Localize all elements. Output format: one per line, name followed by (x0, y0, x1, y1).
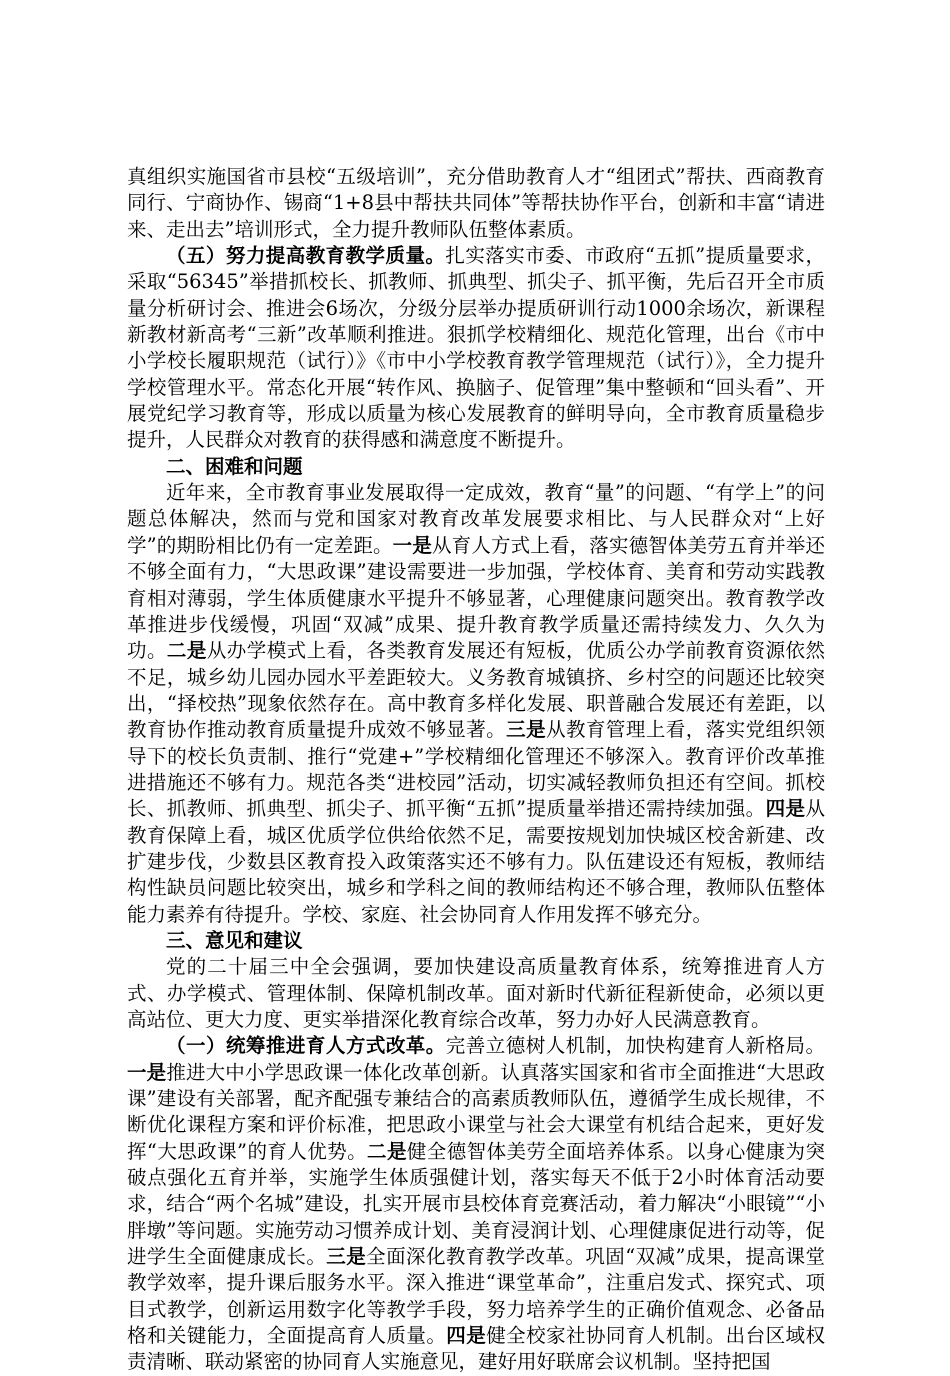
paragraph-text: 从办学模式上看，各类教育发展还有短板，优质公办学前教育资源依然不足，城乡幼儿园办园水平差距较大。义务教育城镇挤、乡村空的问题还比较突出，“择校热”现象依然存在。高中教育多样化发展、职普融合发展还有差距，以教育协作推动教育质量提升成效不够显著。 (127, 639, 825, 742)
heading-opinions-and-suggestions: 三、意见和建议 (166, 928, 303, 952)
point-marker-1: 一是 (127, 1060, 167, 1084)
point-marker-4: 四是 (765, 797, 806, 821)
point-marker-3: 三是 (506, 718, 547, 742)
paragraph-education-reform (127, 1033, 825, 1375)
point-marker-3: 三是 (326, 1245, 367, 1269)
paragraph-text: 真组织实施国省市县校“五级培训”，充分借助教育人才“组团式”帮扶、西商教育同行、宁商协作、锡商“1+8县中帮扶共同体”等帮扶协作平台，创新和丰富“请进来、走出去”培训形式，全力提升教师队伍整体素质。 (127, 165, 825, 241)
heading-difficulties-and-problems: 二、困难和问题 (166, 454, 303, 478)
paragraph-text: 全面深化教育教学改革。巩固“双减”成果，提高课堂教学效率，提升课后服务水平。深入推进“课堂革命”，注重启发式、探究式、项目式教学，创新运用数字化等教学手段，努力培养学生的正确价值观念、必备品格和关键能力，全面提高育人质量。 (127, 1245, 825, 1348)
paragraph-text: 扎实落实市委、市政府“五抓”提质量要求，采取“56345”举措抓校长、抓教师、抓典型、抓尖子、抓平衡，先后召开全市质量分析研讨会、推进会6场次，分级分层举办提质研训行动1000余场次，新课程新教材新高考“三新”改革顺利推进。狠抓学校精细化、规范化管理，出台《市中小学校长履职规范（试行）》《市中小学校教育教学管理规范（试行）》，全力提升学校管理水平。常态化开展“转作风、换脑子、促管理”集中整顿和“回头看”、开展党纪学习教育等，形成以质量为核心发展教育的鲜明导向，全市教育质量稳步提升，人民群众对教育的获得感和满意度不断提升。 (127, 244, 825, 452)
section-title-5: （五）努力提高教育教学质量。 (166, 244, 446, 268)
paragraph-text: 健全德智体美劳全面培养体系。以身心健康为突破点强化五育并举，实施学生体质强健计划，落实每天不低于2小时体育活动要求，结合“两个名城”建设，扎实开展市县校体育竞赛活动，着力解决“小眼镜”“小胖墩”等问题。实施劳动习惯养成计划、美育浸润计划、心理健康促进行动等，促进学生全面健康成长。 (127, 1139, 825, 1269)
point-marker-1: 一是 (392, 533, 432, 557)
paragraph-teacher-training-continued (127, 164, 825, 243)
paragraph-difficulties (127, 480, 825, 928)
paragraph-education-quality (127, 243, 825, 454)
paragraph-text: 完善立德树人机制，加快构建育人新格局。 (445, 1034, 825, 1058)
paragraph-text: 从育人方式上看，落实德智体美劳五育并举还不够全面有力，“大思政课”建设需要进一步加强，学校体育、美育和劳动实践教育相对薄弱，学生体质健康水平提升不够显著，心理健康问题突出。教育教学改革推进步伐缓慢，巩固“双减”成果、提升教育教学质量还需持续发力、久久为功。 (127, 533, 825, 663)
paragraph-text: 从教育保障上看，城区优质学位供给依然不足，需要按规划加快城区校舍新建、改扩建步伐，少数县区教育投入政策落实还不够有力。队伍建设还有短板，教师结构性缺员问题比较突出，城乡和学科之间的教师结构还不够合理，教师队伍整体能力素养有待提升。学校、家庭、社会协同育人作用发挥不够充分。 (127, 797, 825, 926)
paragraph-text: 近年来，全市教育事业发展取得一定成效，教育“量”的问题、“有学上”的问题总体解决，然而与党和国家对教育改革发展要求相比、与人民群众对“上好学”的期盼相比仍有一定差距。 (127, 481, 825, 557)
section-title-1: （一）统筹推进育人方式改革。 (166, 1034, 446, 1058)
paragraph-suggestions-intro (127, 954, 825, 1033)
paragraph-text: 推进大中小学思政课一体化改革创新。认真落实国家和省市全面推进“大思政课”建设有关部署，配齐配强专兼结合的高素质教师队伍，遵循学生成长规律，不断优化课程方案和评价标准，把思政小课堂与社会大课堂有机结合起来，更好发挥“大思政课”的育人优势。 (127, 1060, 825, 1163)
paragraph-text: 党的二十届三中全会强调，要加快建设高质量教育体系，统筹推进育人方式、办学模式、管理体制、保障机制改革。面对新时代新征程新使命，必须以更高站位、更大力度、更实举措深化教育综合改革，努力办好人民满意教育。 (127, 955, 825, 1031)
point-marker-2: 二是 (166, 639, 207, 663)
point-marker-2: 二是 (367, 1139, 407, 1163)
paragraph-text: 从教育管理上看，落实党组织领导下的校长负责制、推行“党建+”学校精细化管理还不够深入。教育评价改革推进措施还不够有力。规范各类“进校园”活动，切实减轻教师负担还有空间。抓校长、抓教师、抓典型、抓尖子、抓平衡“五抓”提质量举措还需持续加强。 (127, 718, 825, 821)
paragraph-text: 健全校家社协同育人机制。出台区域权责清晰、联动紧密的协同育人实施意见，建好用好联席会议机制。坚持把国 (127, 1324, 825, 1374)
document-page (127, 164, 825, 1376)
point-marker-4: 四是 (446, 1324, 487, 1348)
